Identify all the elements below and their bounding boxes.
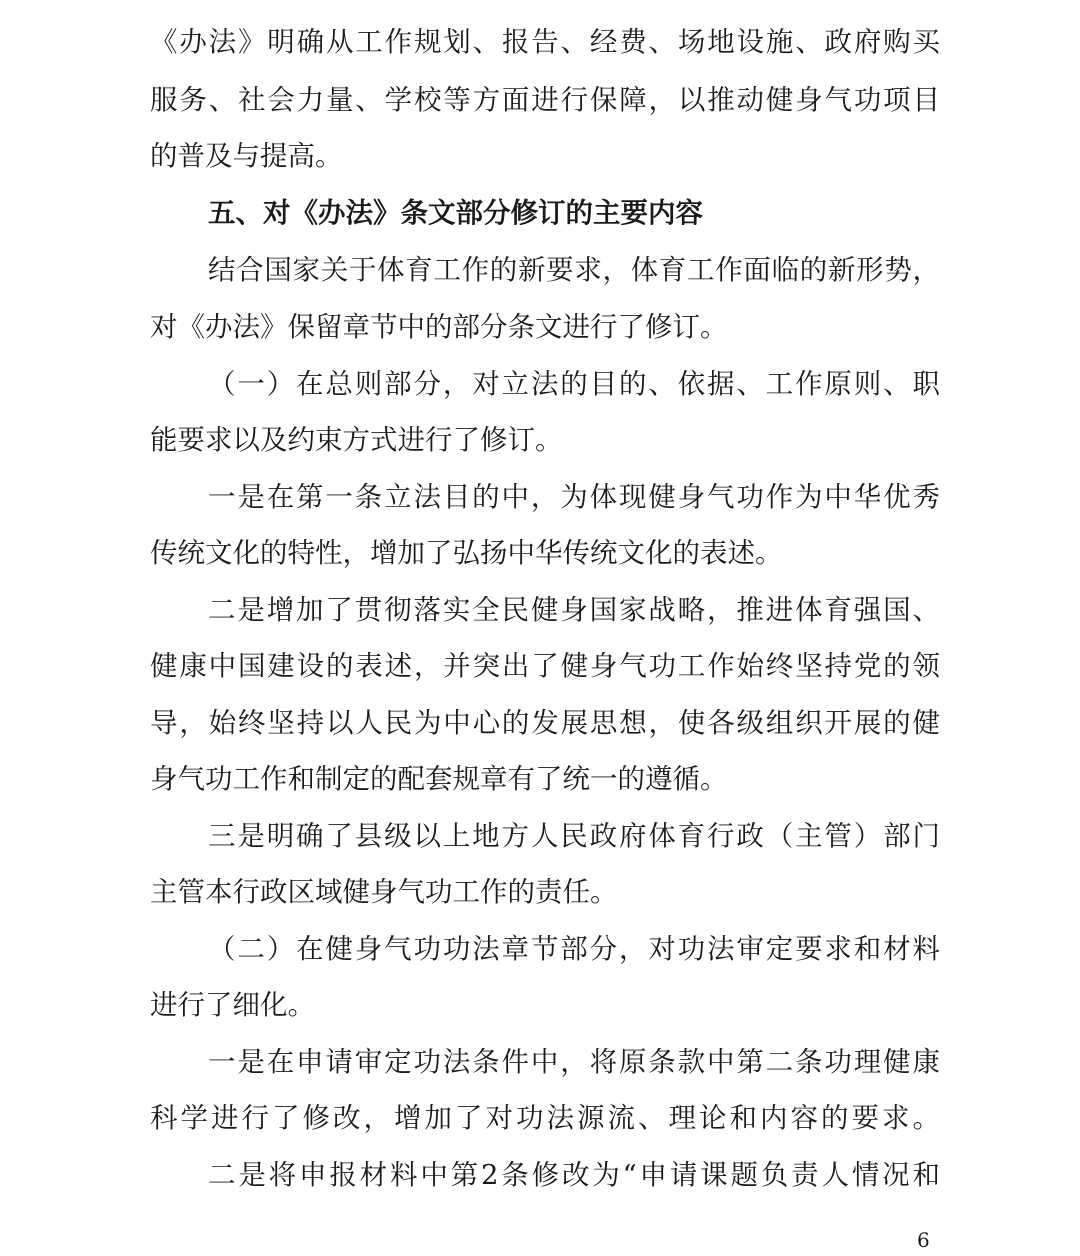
text-line-18: 进行了细化。	[150, 989, 315, 1021]
text-line-7: （一）在总则部分，对立法的目的、依据、工作原则、职	[208, 368, 940, 400]
text-line-1: 《办法》明确从工作规划、报告、经费、场地设施、政府购买	[150, 26, 940, 58]
text-line-6: 对《办法》保留章节中的部分条文进行了修订。	[150, 311, 728, 343]
text-line-14: 身气功工作和制定的配套规章有了统一的遵循。	[150, 763, 728, 795]
text-line-3: 的普及与提高。	[150, 140, 343, 172]
text-line-19: 一是在申请审定功法条件中，将原条款中第二条功理健康	[208, 1046, 940, 1078]
text-line-8: 能要求以及约束方式进行了修订。	[150, 424, 563, 456]
text-line-10: 传统文化的特性，增加了弘扬中华传统文化的表述。	[150, 537, 783, 569]
text-line-21: 二是将申报材料中第2条修改为“申请课题负责人情况和	[208, 1159, 940, 1191]
section-heading: 五、对《办法》条文部分修订的主要内容	[208, 197, 703, 229]
text-line-15: 三是明确了县级以上地方人民政府体育行政（主管）部门	[208, 820, 940, 852]
text-line-20: 科学进行了修改，增加了对功法源流、理论和内容的要求。	[150, 1102, 940, 1134]
text-line-16: 主管本行政区域健身气功工作的责任。	[150, 876, 618, 908]
text-line-12: 健康中国建设的表述，并突出了健身气功工作始终坚持党的领	[150, 650, 940, 682]
text-line-11: 二是增加了贯彻落实全民健身国家战略，推进体育强国、	[208, 594, 940, 626]
page-number: 6	[917, 1228, 930, 1252]
text-line-9: 一是在第一条立法目的中，为体现健身气功作为中华优秀	[208, 481, 940, 513]
text-line-2: 服务、社会力量、学校等方面进行保障，以推动健身气功项目	[150, 84, 940, 116]
text-line-13: 导，始终坚持以人民为中心的发展思想，使各级组织开展的健	[150, 707, 940, 739]
text-line-5: 结合国家关于体育工作的新要求，体育工作面临的新形势，	[208, 254, 940, 286]
text-line-17: （二）在健身气功功法章节部分，对功法审定要求和材料	[208, 933, 940, 965]
